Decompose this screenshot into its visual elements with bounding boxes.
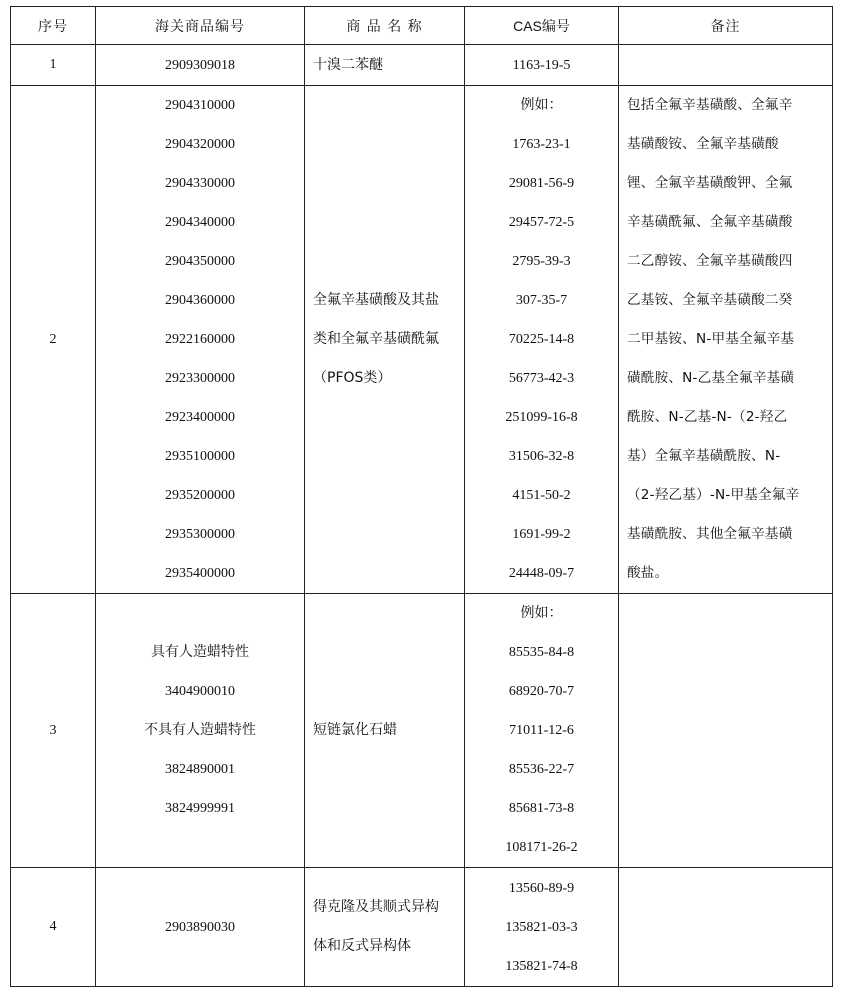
remarks-line: 乙基铵、全氟辛基磺酸二癸 [627, 292, 793, 308]
cas-number: 251099-16-8 [505, 410, 578, 425]
cas-number: 1163-19-5 [512, 57, 571, 73]
cas-number: 71011-12-6 [509, 723, 574, 738]
product-name-line: 类和全氟辛基磺酰氟 [313, 331, 439, 347]
customs-code: 2904340000 [165, 215, 235, 230]
customs-code-category: 具有人造蜡特性 [151, 644, 249, 660]
product-name-cell [305, 868, 465, 987]
cas-number: 135821-74-8 [505, 958, 578, 974]
remarks-line: 锂、全氟辛基磺酸钾、全氟 [627, 175, 793, 191]
remarks-line: 二甲基铵、N-甲基全氟辛基 [627, 331, 795, 347]
customs-code: 2904360000 [165, 293, 235, 308]
remarks-line: 辛基磺酰氟、全氟辛基磺酸 [627, 214, 793, 230]
table-header-row [11, 7, 833, 45]
cas-number: 85535-84-8 [508, 645, 575, 660]
cas-example-label: 例如： [520, 97, 563, 113]
cas-cell [465, 86, 619, 594]
header-serial-number: 序号 [11, 7, 96, 45]
customs-code: 3404900010 [165, 684, 235, 699]
cas-number: 4151-50-2 [512, 488, 571, 503]
remarks-line: 酸盐。 [627, 565, 669, 581]
customs-code-cell [96, 45, 305, 86]
serial-number-cell: 3 [11, 594, 96, 868]
customs-code: 2923400000 [165, 410, 235, 425]
remarks-line: 基）全氟辛基磺酰胺、N- [627, 448, 781, 464]
cas-number: 70225-14-8 [508, 332, 575, 347]
cas-number: 2795-39-3 [512, 254, 571, 269]
cas-cell [465, 45, 619, 86]
remarks-line: （2-羟乙基）-N-甲基全氟辛 [627, 487, 800, 503]
cas-number: 1691-99-2 [512, 527, 571, 542]
regulation-table [10, 6, 833, 987]
header-product-name: 商 品 名 称 [305, 7, 465, 45]
remarks-line: 基磺酰胺、其他全氟辛基磺 [627, 526, 793, 542]
customs-code-cell [96, 86, 305, 594]
cas-number: 85536-22-7 [508, 762, 575, 777]
remarks-line: 包括全氟辛基磺酸、全氟辛 [627, 97, 793, 113]
table-row [11, 868, 833, 987]
customs-code: 2904310000 [165, 98, 235, 113]
remarks-line: 基磺酸铵、全氟辛基磺酸 [627, 136, 779, 152]
header-remarks: 备注 [619, 7, 833, 45]
customs-code: 2903890030 [165, 919, 235, 935]
product-name-cell [305, 86, 465, 594]
remarks-line: 磺酰胺、N-乙基全氟辛基磺 [627, 370, 795, 386]
customs-code: 2935300000 [165, 527, 235, 542]
cas-number: 29081-56-9 [508, 176, 575, 191]
customs-code: 3824999991 [165, 801, 235, 816]
cas-number: 13560-89-9 [508, 880, 575, 896]
customs-code: 2923300000 [165, 371, 235, 386]
customs-code: 3824890001 [165, 762, 235, 777]
customs-code: 2904350000 [165, 254, 235, 269]
customs-code-cell [96, 594, 305, 868]
serial-number-cell: 4 [11, 868, 96, 987]
cas-number: 108171-26-2 [505, 840, 578, 855]
product-name-line: 全氟辛基磺酸及其盐 [313, 292, 439, 308]
header-customs-code: 海关商品编号 [96, 7, 305, 45]
remarks-cell [619, 594, 833, 868]
cas-cell [465, 868, 619, 987]
product-name-line: 得克隆及其顺式异构 [313, 899, 439, 915]
product-name-line: （PFOS类） [313, 370, 392, 386]
table-row [11, 594, 833, 868]
cas-number: 29457-72-5 [508, 215, 575, 230]
cas-cell [465, 594, 619, 868]
remarks-cell [619, 868, 833, 987]
serial-number-cell: 2 [11, 86, 96, 594]
product-name-line: 十溴二苯醚 [313, 56, 383, 73]
customs-code: 2909309018 [165, 57, 235, 73]
product-name-line: 体和反式异构体 [313, 938, 411, 954]
product-name-line: 短链氯化石蜡 [313, 722, 397, 738]
cas-number: 135821-03-3 [505, 919, 578, 935]
product-name-cell [305, 45, 465, 86]
cas-example-label: 例如： [520, 605, 563, 621]
customs-code-category: 不具有人造蜡特性 [144, 722, 256, 738]
serial-number-cell: 1 [11, 45, 96, 86]
table-row [11, 45, 833, 86]
header-cas-number: CAS编号 [465, 7, 619, 45]
cas-number: 24448-09-7 [508, 566, 575, 581]
remarks-cell [619, 45, 833, 86]
table-row [11, 86, 833, 594]
customs-code: 2935100000 [165, 449, 235, 464]
cas-number: 56773-42-3 [508, 371, 575, 386]
customs-code: 2922160000 [165, 332, 235, 347]
customs-code: 2904320000 [165, 137, 235, 152]
remarks-line: 二乙醇铵、全氟辛基磺酸四 [627, 253, 793, 269]
product-name-cell [305, 594, 465, 868]
customs-code: 2935200000 [165, 488, 235, 503]
cas-number: 31506-32-8 [508, 449, 575, 464]
remarks-line: 酰胺、N-乙基-N-（2-羟乙 [627, 409, 788, 425]
cas-number: 1763-23-1 [512, 137, 571, 152]
remarks-cell [619, 86, 833, 594]
customs-code-cell [96, 868, 305, 987]
cas-number: 68920-70-7 [508, 684, 575, 699]
customs-code: 2935400000 [165, 566, 235, 581]
cas-number: 307-35-7 [515, 293, 568, 308]
cas-number: 85681-73-8 [508, 801, 575, 816]
customs-code: 2904330000 [165, 176, 235, 191]
